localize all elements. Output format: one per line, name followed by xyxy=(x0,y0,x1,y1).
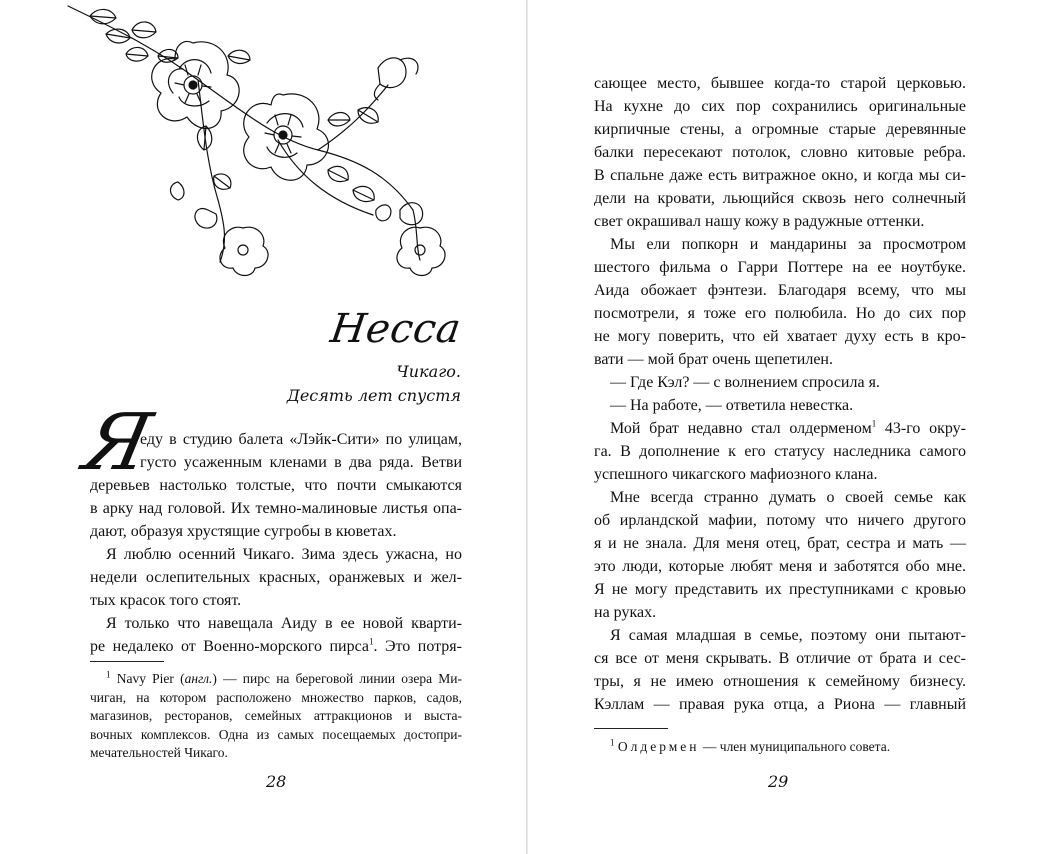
text-line: — Где Кэл? — с волнением спросила я. xyxy=(610,374,880,391)
footnote-term: Олдермен xyxy=(617,739,700,754)
text-line: Мне всегда странно думать о своей семье как xyxy=(610,489,966,506)
footnote-line xyxy=(594,738,966,757)
text-line: густо усаженным кленами в два ряда. Ветви xyxy=(140,454,462,471)
text-line: шестого фильма о Гарри Поттере на ее ноутбуке. xyxy=(594,259,966,276)
text-fragment: ре недалеко от Военно-морского пирса xyxy=(90,638,369,655)
footnote-number: 1 xyxy=(106,669,111,680)
text-line: Я только что навещала Аиду в ее новой кварти- xyxy=(106,615,462,632)
text-line: кирпичные стены, а огромные старые деревянные xyxy=(594,121,966,138)
page-number: 28 xyxy=(266,772,287,791)
text-line: Мы ели попкорн и мандарины за просмотром xyxy=(610,236,966,253)
left-page xyxy=(0,0,527,854)
bud-2 xyxy=(195,209,217,229)
chapter-title: Несса xyxy=(328,306,465,352)
text-line: дели на кровати, льющийся сквозь него солнечный xyxy=(594,190,966,207)
text-line: недели ослепительных красных, оранжевых и жел- xyxy=(90,569,462,586)
text-line: Я самая младшая в семье, поэтому они пытают- xyxy=(610,627,966,644)
text-line: не могу поверить, что ей хватает духу есть в кро- xyxy=(594,328,966,345)
text-line: дают, образуя хрустящие сугробы в кюветах. xyxy=(90,523,397,540)
footnote-line: чиган, на котором расположено множество парков, садов, xyxy=(90,689,462,705)
text-line: успешного чикагского мафиозного клана. xyxy=(594,466,878,483)
footnote-text: — пирс на береговой линии озера Ми- xyxy=(223,671,463,686)
chapter-subtitle-city: Чикаго. xyxy=(396,362,461,381)
text-line: тры, я не имею отношения к семейному бизнесу. xyxy=(594,673,966,690)
footnote-term: Navy Pier xyxy=(116,671,174,686)
footnote-marker: 1 xyxy=(368,636,374,647)
footnote-line: магазинов, ресторанов, семейных аттракционов и выста- xyxy=(90,708,462,723)
bud-4 xyxy=(376,205,391,221)
text-line: об ирландской мафии, потому что ничего другого xyxy=(594,512,966,529)
bud-3 xyxy=(400,203,423,225)
flower-3 xyxy=(220,227,268,275)
footnote-line: мечательностей Чикаго. xyxy=(90,745,228,760)
text-line: га. В дополнение к его статусу наследника самого xyxy=(594,443,966,460)
text-line xyxy=(90,635,462,658)
footnote-rule xyxy=(90,661,164,662)
text-line: вати — мой брат очень щепетилен. xyxy=(594,351,833,368)
text-line: еду в студию балета «Лэйк-Сити» по улицам, xyxy=(140,431,462,448)
text-line: Кэллам — правая рука отца, а Риона — главный xyxy=(594,696,966,713)
footnote-rule xyxy=(594,728,668,729)
text-line: на руках. xyxy=(594,604,657,621)
rose-branch-illustration xyxy=(28,0,468,285)
text-line: это люди, которые любят меня и заботятся обо мне. xyxy=(594,558,966,575)
footnote-marker: 1 xyxy=(871,418,877,429)
chapter-subtitle-time: Десять лет спустя xyxy=(286,386,461,405)
text-line: сающее место, бывшее когда-то старой церковью. xyxy=(594,75,966,92)
flower-1 xyxy=(152,42,239,129)
text-line: ся все от меня скрывать. В отличие от брата и сес- xyxy=(594,650,966,667)
text-line: балки пересекают потолок, словно китовые ребра. xyxy=(594,144,966,161)
text-fragment: 43-го окру- xyxy=(876,420,966,437)
footnote-number: 1 xyxy=(610,737,615,748)
right-page-body xyxy=(594,72,966,716)
flower-4 xyxy=(397,227,445,275)
footnote-line: $^1$ Navy Pier (англ.) — пирс на береговой линии озера Ми- xyxy=(106,669,463,686)
text-line: — На работе, — ответила невестка. xyxy=(610,397,854,414)
footnote xyxy=(90,670,462,763)
footnote-lang: англ. xyxy=(184,671,213,686)
text-line: свет окрашивал нашу кожу в радужные оттенки. xyxy=(594,213,925,230)
text-fragment: Мой брат недавно стал олдерменом xyxy=(610,420,872,437)
footnote-text: — член муниципального совета. xyxy=(699,739,891,754)
text-line: На кухне до сих пор сохранились оригинальные xyxy=(594,98,966,115)
text-line: в арку над головой. Их темно-малиновые листья опа- xyxy=(90,500,462,517)
text-line: Я люблю осенний Чикаго. Зима здесь ужасна, но xyxy=(106,546,462,563)
text-line: деревьев настолько толстые, что почти смыкаются xyxy=(90,477,462,494)
text-fragment: . Это потря- xyxy=(373,638,462,655)
footnote-line: вочных комплексов. Одна из самых посещаемых достопри- xyxy=(90,726,462,742)
text-line: В спальне даже есть витражное окно, и когда мы си- xyxy=(594,167,966,184)
left-page-body xyxy=(90,428,462,658)
drop-cap: Я xyxy=(76,398,159,488)
text-line: тых красок того стоят. xyxy=(90,592,242,609)
text-line: Аида обожает фэнтези. Благодаря всему, что мы xyxy=(594,282,966,299)
footnote xyxy=(594,738,966,757)
flower-2 xyxy=(244,94,329,180)
text-line: я и не знала. Для меня отец, брат, сестра и мать — xyxy=(594,535,966,552)
text-line: посмотрели, я тоже его полюбила. Но до сих пор xyxy=(594,305,966,322)
text-line: Я не могу представить их преступниками с кровью xyxy=(594,581,966,598)
page-number: 29 xyxy=(768,772,789,791)
text-line xyxy=(594,417,966,440)
